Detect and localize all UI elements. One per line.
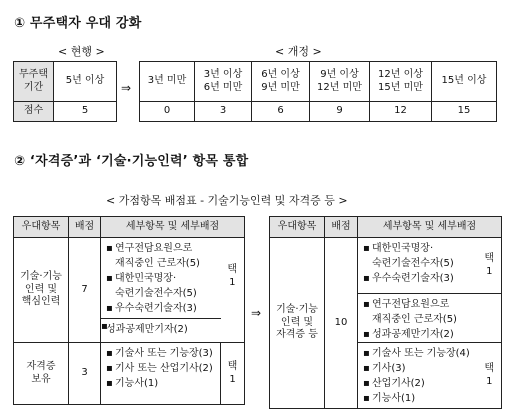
- list-item: ▪ 기능사(1): [363, 391, 478, 406]
- left-cert-details: [101, 343, 221, 405]
- section2-title: ② ‘자격증’과 ‘기술·기능인력’ 항목 통합: [14, 154, 249, 169]
- left-category-cert: 자격증 보유: [14, 343, 69, 405]
- period-cell: 6년 이상 9년 미만: [252, 62, 310, 102]
- current-period-value: 5년 이상: [54, 62, 117, 102]
- right-category: 기술·기능 인력 및 자격증 등: [270, 238, 325, 409]
- list-item: ▪ 산업기사(2): [363, 376, 478, 391]
- list-item: ▪ 기사 또는 산업기사(2): [106, 361, 220, 376]
- left-cert-choose-note: 택 1: [221, 343, 245, 405]
- current-table: [13, 61, 117, 122]
- period-cell: 12년 이상 15년 미만: [370, 62, 432, 102]
- left-tech-details: [101, 238, 221, 343]
- score-cell: 3: [195, 102, 252, 122]
- list-item: ▪ 기사(3): [363, 361, 478, 376]
- period-cell: 9년 이상 12년 미만: [310, 62, 370, 102]
- right-score: 10: [325, 238, 358, 409]
- left-tech-choose-note: 택 1: [221, 238, 245, 343]
- list-item: ▪ 대한민국명장· 숙련기술전수자(5): [106, 271, 221, 301]
- list-item: ▪ 연구전담요원으로 재직중인 근로자(5): [106, 241, 221, 271]
- right-group-b: [358, 294, 502, 343]
- right-header-detail: 세부항목 및 세부배점: [358, 217, 502, 238]
- right-group-a-choose-note: 택 1: [478, 238, 502, 294]
- left-score-tech: 7: [69, 238, 101, 343]
- score-cell: 15: [432, 102, 497, 122]
- list-item: ▪ 기능사(1): [106, 376, 220, 391]
- period-cell: 15년 이상: [432, 62, 497, 102]
- right-header-score: 배점: [325, 217, 358, 238]
- list-item: ▪ 대한민국명장· 숙련기술전수자(5): [363, 241, 478, 271]
- list-item: ▪ 우수숙련기술자(3): [106, 301, 221, 316]
- right-table: [269, 216, 502, 409]
- score-cell: 12: [370, 102, 432, 122]
- right-header-category: 우대항목: [270, 217, 325, 238]
- list-item: ▪ 성과공제만기자(2): [363, 327, 501, 342]
- score-cell: 9: [310, 102, 370, 122]
- section2-subtitle: < 가점항목 배점표 - 기술기능인력 및 자격증 등 >: [106, 194, 348, 207]
- current-label: < 현행 >: [58, 45, 105, 58]
- list-item: ▪ 우수숙련기술자(3): [363, 271, 478, 286]
- left-header-score: 배점: [69, 217, 101, 238]
- score-cell: 0: [140, 102, 195, 122]
- current-score-value: 5: [54, 102, 117, 122]
- section2-arrow-icon: ⇒: [251, 306, 262, 320]
- left-score-cert: 3: [69, 343, 101, 405]
- revised-label: < 개정 >: [275, 45, 322, 58]
- section1-title: ① 무주택자 우대 강화: [14, 16, 142, 31]
- left-category-tech: 기술·기능 인력 및 핵심인력: [14, 238, 69, 343]
- section1-arrow-icon: ⇒: [121, 81, 132, 95]
- left-table: [13, 216, 245, 405]
- right-group-a: [358, 238, 478, 294]
- period-cell: 3년 미만: [140, 62, 195, 102]
- right-group-c: [358, 343, 478, 409]
- left-header-category: 우대항목: [14, 217, 69, 238]
- revised-table: [139, 61, 497, 122]
- current-score-header: 점수: [14, 102, 54, 122]
- right-group-c-choose-note: 택 1: [478, 343, 502, 409]
- score-cell: 6: [252, 102, 310, 122]
- list-item: ▪ 연구전담요원으로 재직중인 근로자(5): [363, 297, 501, 327]
- list-item: ▪ 성과공제만기자(2): [101, 318, 221, 337]
- list-item: ▪ 기술사 또는 기능장(4): [363, 346, 478, 361]
- period-cell: 3년 이상 6년 미만: [195, 62, 252, 102]
- left-header-detail: 세부항목 및 세부배점: [101, 217, 245, 238]
- list-item: ▪ 기술사 또는 기능장(3): [106, 346, 220, 361]
- current-period-header: 무주택 기간: [14, 62, 54, 102]
